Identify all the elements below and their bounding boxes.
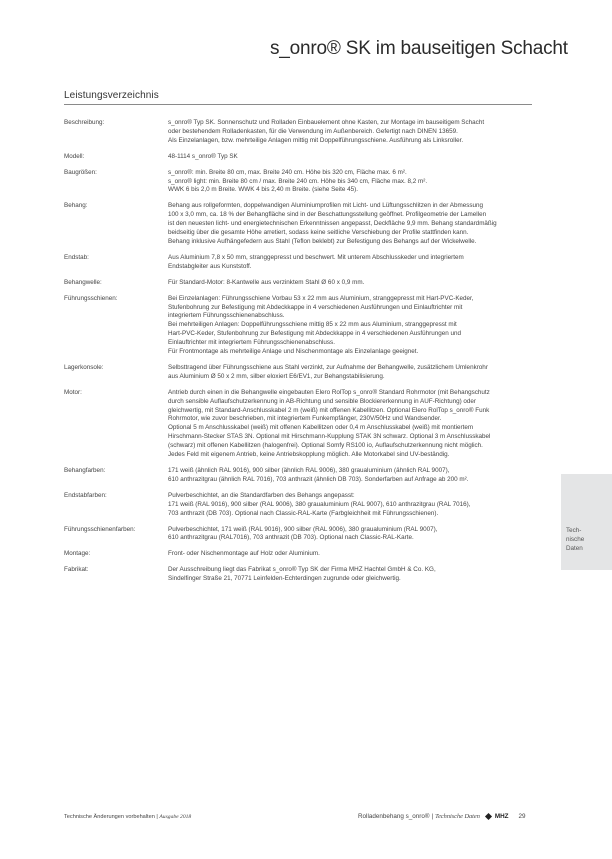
spec-value-line: Hirschmann-Stecker STAS 3N. Optional mit Hirschmann-Kupplung STAK 3N schwarz. Optional 3 m Anschlusskabel (168, 433, 491, 441)
side-tab-line: Tech- (566, 527, 582, 534)
footer-brand: MHZ (494, 813, 509, 820)
spec-value-line: Für Standard-Motor: 8-Kantwelle aus verzinktem Stahl Ø 60 x 0,9 mm. (168, 278, 365, 286)
spec-label: Motor: (64, 388, 82, 396)
spec-label: Behang: (64, 202, 88, 210)
spec-value (168, 254, 534, 272)
footer-section: Technische Daten (435, 813, 480, 820)
spec-value (168, 492, 534, 519)
spec-value-line: Behang aus rollgeformten, doppelwandigen Aluminiumprofilen mit Licht- und Lüftungsschlitzen in der Abmessung (168, 202, 484, 210)
spec-label: Lagerkonsole: (64, 363, 104, 371)
spec-value (168, 202, 534, 247)
spec-value-line: ist den neuesten licht- und energietechnischen Erkenntnissen angepasst, Deckfläche 9,9 mm. Behang standardmäßig (168, 220, 497, 228)
spec-label: Beschreibung: (64, 119, 105, 126)
spec-value-line: durch sensible Auflaufschutzerkennung in AB-Richtung und sensible Blockiererkennung in AUF-Richtung) oder (168, 397, 477, 405)
spec-value-line: s_onro® Typ SK. Sonnenschutz und Rolladen Einbauelement ohne Kasten, zur Montage im bauseitigem Schacht (168, 119, 485, 126)
spec-row (64, 119, 534, 146)
spec-value (168, 389, 534, 460)
page-number: 29 (518, 813, 526, 820)
footer-product: Rolladenbehang s_onro® (358, 813, 430, 820)
spec-label: Endstabfarben: (64, 491, 107, 499)
spec-value (168, 295, 534, 357)
page-title: s_onro® SK im bauseitigen Schacht (270, 38, 568, 59)
spec-value-line: Jedes Feld mit eigenem Antrieb, keine Antriebskopplung möglich. Alle Motorkabel sind UV-beständig. (168, 451, 450, 459)
footer-disclaimer: Technische Änderungen vorbehalten | (64, 814, 160, 820)
footer-right (358, 813, 526, 820)
specification-table (64, 119, 534, 591)
section-divider (64, 104, 532, 105)
spec-value-line: Als Einzelanlagen, bzw. mehrteilige Anlagen mittig mit Doppelführungsschiene. Ausführung als Linksroller. (168, 136, 464, 144)
spec-value (168, 169, 534, 196)
spec-label: Behangfarben: (64, 467, 106, 474)
spec-value (168, 526, 534, 544)
spec-value-line: Selbsttragend über Führungsschiene aus Stahl verzinkt, zur Aufnahme der Behangwelle, zusätzlichem Umlenkrohr (168, 363, 488, 371)
spec-label: Endstab: (64, 253, 89, 261)
spec-label: Führungsschienen: (64, 294, 118, 302)
spec-value-line: Pulverbeschichtet, 171 weiß (RAL 9016), 900 silber (RAL 9006), 380 graualuminium (RAL 9007), (168, 525, 438, 533)
spec-row (64, 467, 534, 485)
spec-value-line: (schwarz) mit offenen Kabellitzen (halogenfrei). Optional Somfy RS100 io, Auflaufschutzerkennung nicht möglich. (168, 442, 483, 450)
spec-value-line: 171 weiß (RAL 9016), 900 silber (RAL 9006), 380 graualuminium (RAL 9007), 610 anthrazitgrau (RAL 7016), (168, 500, 471, 508)
footer-left (64, 814, 191, 820)
spec-value-line: gleichwertig, mit Standard-Anschlusskabel 2 m (weiß) mit offenen Kabellitzen. Optional Elero RolTop s_onro® Funk (168, 406, 490, 414)
spec-value-line: Sindelfinger Straße 21, 70771 Leinfelden-Echterdingen zugrunde oder gleichwertig. (168, 575, 401, 583)
spec-row (64, 526, 534, 544)
spec-value-line: Für Frontmontage als mehrteilige Anlage und Nischenmontage als Einzelanlage geeignet. (168, 348, 419, 356)
spec-value (168, 550, 534, 559)
footer-separator: | (431, 813, 434, 820)
spec-value-line: 48-1114 s_onro® Typ SK (168, 152, 238, 160)
spec-row (64, 153, 534, 162)
spec-value (168, 566, 534, 584)
spec-value-line: aus Aluminium Ø 50 x 2 mm, silber eloxiert E6/EV1, zur Behangstabilisierung. (168, 372, 385, 380)
spec-row (64, 279, 534, 288)
spec-value-line: Endstabgleiter aus Kunststoff. (168, 262, 252, 270)
spec-value-line: Stufenbohrung zur Befestigung mit Abdeckkappe in 4 verschiedenen Ausführungen und Einlauftrichter mit (168, 303, 463, 311)
section-heading: Leistungsverzeichnis (64, 90, 159, 101)
spec-row (64, 254, 534, 272)
spec-value-line: Pulverbeschichtet, an die Standardfarben des Behangs angepasst: (168, 491, 355, 499)
spec-value-line: s_onro® light: min. Breite 80 cm / max. Breite 240 cm. Höhe bis 340 cm, Fläche max. 8,2 m². (168, 177, 428, 185)
side-tab-line: nische (566, 535, 585, 543)
side-tab-line: Daten (566, 544, 583, 552)
spec-label: Modell: (64, 152, 85, 160)
spec-value-line: 100 x 3,0 mm, ca. 18 % der Behangfläche sind in der Beschattungsstellung geöffnet. Profilgeometrie der Lamellen (168, 211, 487, 219)
spec-row (64, 364, 534, 382)
spec-row (64, 169, 534, 196)
spec-value (168, 467, 534, 485)
spec-value-line: Behang inklusive Aufhängefedern aus Stahl (Teflon beklebt) zur Befestigung des Behangs auf der Wickelwelle. (168, 237, 477, 245)
spec-value-line: Front- oder Nischenmontage auf Holz oder Aluminium. (168, 550, 320, 558)
spec-value-line: Bei mehrteiligen Anlagen: Doppelführungsschiene mittig 85 x 22 mm aus Aluminium, stranggepresst mit (168, 321, 457, 329)
side-tab-label (566, 527, 584, 553)
spec-value-line: s_onro®: min. Breite 80 cm, max. Breite 240 cm. Höhe bis 320 cm, Fläche max. 6 m². (168, 168, 407, 176)
spec-value-line: integriertem Führungsschienenabschluss. (168, 312, 285, 320)
spec-value (168, 119, 534, 146)
spec-value-line: 171 weiß (ähnlich RAL 9016), 900 silber (ähnlich RAL 9006), 380 graualuminium (ähnlich RAL 9007), (168, 467, 450, 474)
spec-row (64, 202, 534, 247)
spec-value-line: 610 anthrazitgrau (RAL7016), 703 anthrazit (DB 703). Optional nach Classic-RAL-Karte. (168, 534, 414, 542)
spec-value-line: Optional 5 m Anschlusskabel (weiß) mit offenen Kabellitzen oder 0,4 m Anschlusskabel (weiß) mit montiertem (168, 424, 474, 432)
spec-value-line: Antrieb durch einen in die Behangwelle eingebauten Elero RolTop s_onro® Standard Rohrmotor (mit Behangschutz (168, 388, 490, 396)
spec-row (64, 550, 534, 559)
spec-value-line: Rohrmotor, wie zuvor beschrieben, mit integriertem Funkempfänger, 230V/50Hz und Wandsender. (168, 415, 442, 423)
spec-value-line: WWK 6 bis 2,0 m Breite. WWK 4 bis 2,40 m Breite. (siehe Seite 45). (168, 186, 359, 194)
spec-label: Baugrößen: (64, 168, 97, 176)
spec-label: Montage: (64, 550, 91, 558)
spec-value-line: Einlauftrichter mit integriertem Führungsschienenabschluss. (168, 339, 335, 347)
spec-value-line: Aus Aluminium 7,8 x 50 mm, stranggepresst und beschwert. Mit unterem Abschlusskeder und integriertem (168, 253, 464, 261)
side-tab-technische-daten[interactable] (561, 474, 612, 570)
spec-value (168, 364, 534, 382)
spec-value-line: 703 anthrazit (DB 703). Optional nach Classic-RAL-Karte (Farbgleichheit mit Führungsschienen). (168, 509, 439, 517)
spec-value-line: beidseitig über die gesamte Höhe arretiert, sodass keine seitliche Verschiebung der Profile stattfinden kann. (168, 229, 469, 237)
spec-label: Behangwelle: (64, 278, 102, 286)
spec-value-line: Hart-PVC-Keder, Stufenbohrung zur Befestigung mit Abdeckkappe in 4 verschiedenen Ausführungen und (168, 330, 461, 338)
spec-value (168, 279, 534, 288)
mhz-diamond-logo-icon (485, 813, 492, 820)
spec-value-line: Bei Einzelanlagen: Führungsschiene Vorbau 53 x 22 mm aus Aluminium, stranggepresst mit Hart-PVC-Keder, (168, 294, 474, 302)
spec-row (64, 566, 534, 584)
spec-row (64, 295, 534, 357)
spec-label: Fabrikat: (64, 566, 89, 574)
spec-row (64, 389, 534, 460)
spec-value (168, 153, 534, 162)
spec-value-line: 610 anthrazitgrau (ähnlich RAL 7016), 703 anthrazit (ähnlich DB 703). Sonderfarben auf Anfrage ab 200 m². (168, 475, 469, 483)
spec-row (64, 492, 534, 519)
spec-value-line: oder bestehendem Rolladenkasten, für die Verwendung im Außenbereich. Gefertigt nach DINEN 13659. (168, 127, 458, 135)
footer-edition: Ausgabe 2018 (159, 814, 192, 820)
spec-value-line: Der Ausschreibung liegt das Fabrikat s_onro® Typ SK der Firma MHZ Hachtel GmbH & Co. KG, (168, 566, 436, 574)
spec-label: Führungsschienenfarben: (64, 525, 136, 533)
